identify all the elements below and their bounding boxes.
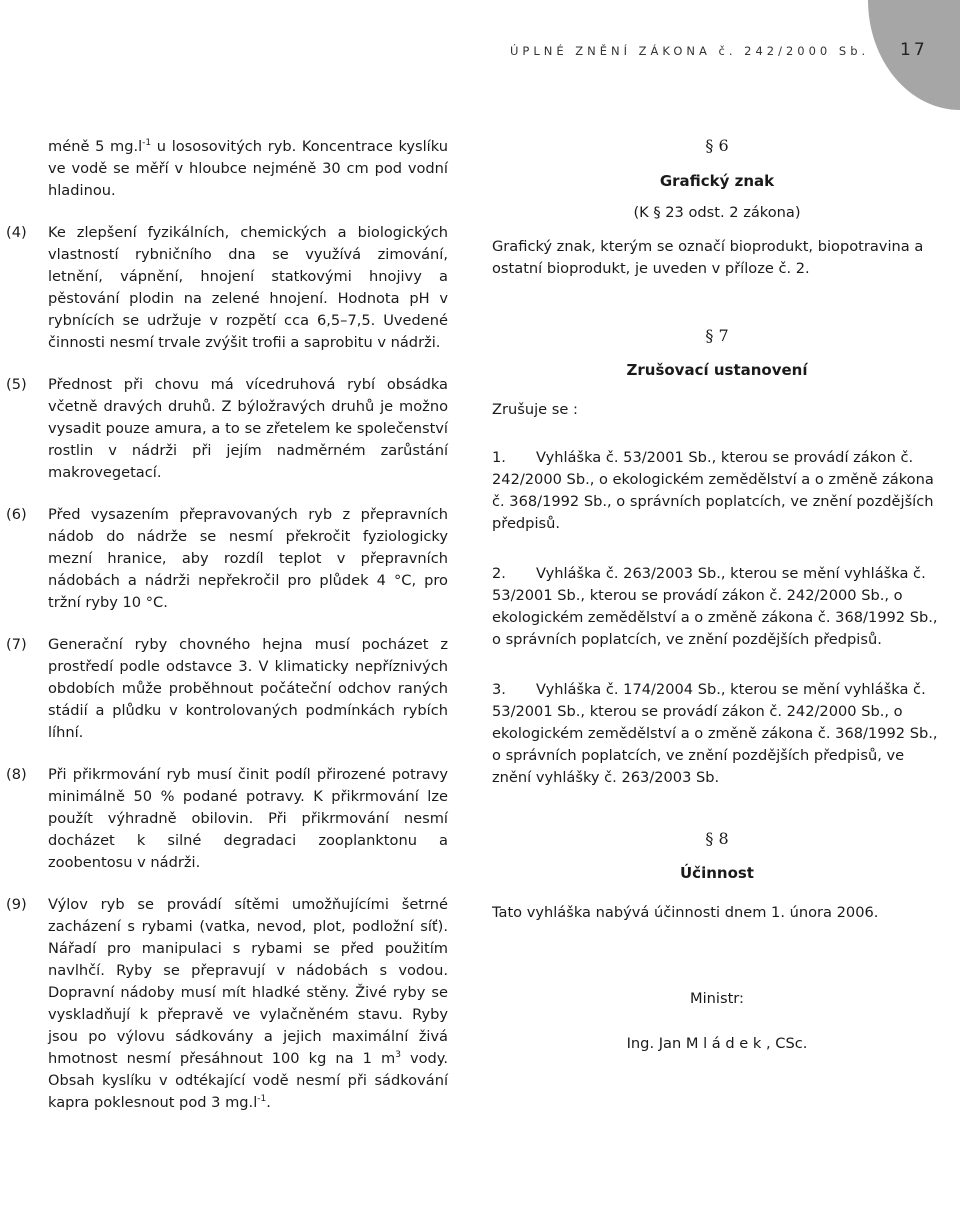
paragraph-5 bbox=[0, 374, 465, 484]
section-title: Účinnost bbox=[680, 864, 754, 882]
section-sign: § 8 bbox=[705, 829, 729, 848]
minister-name: Ing. Jan M l á d e k , CSc. bbox=[626, 1035, 808, 1052]
intro-text-a: méně 5 mg.l bbox=[48, 138, 143, 155]
minister-label: Ministr: bbox=[690, 990, 744, 1007]
paragraph-number: (9) bbox=[6, 896, 27, 913]
section-7 bbox=[492, 326, 942, 789]
paragraph-text bbox=[48, 894, 448, 1114]
p9-text-b: vody. Obsah kyslíku v odtékající vodě nesmí při sádkování kapra poklesnout pod 3 mg.l bbox=[48, 1050, 448, 1111]
page-header bbox=[0, 0, 960, 110]
paragraph-8 bbox=[0, 764, 465, 874]
running-header-title: ÚPLNÉ ZNĚNÍ ZÁKONA č. 242/2000 Sb. bbox=[510, 44, 870, 58]
paragraph-number: (8) bbox=[6, 766, 27, 783]
intro-text-b: u lososovitých ryb. Koncentrace kyslíku ve vodě se měří v hloubce nejméně 30 cm pod vodní hladinou. bbox=[48, 138, 448, 199]
section-sign: § 6 bbox=[705, 136, 729, 155]
paragraph-text: Při přikrmování ryb musí činit podíl přirozené potravy minimálně 50 % podané potravy. K přikrmování lze použít výhradně obilovin. Při přikrmování nesmí docházet k silné degradaci zooplanktonu a zoobentosu v nádrži. bbox=[48, 766, 448, 871]
paragraph-number: (4) bbox=[6, 224, 27, 241]
paragraph-text: Generační ryby chovného hejna musí pocházet z prostředí podle odstavce 3. V klimaticky nepříznivých obdobích může proběhnout počáteční odchov raných stádií a plůdku v kontrolovaných podmínkách rybích líhní. bbox=[48, 636, 448, 741]
paragraph-text: Přednost při chovu má vícedruhová rybí obsádka včetně dravých druhů. Z býložravých druhů je možno vysadit pouze amura, a to se zřetelem ke společenství rostlin v nádrži při jejím nadměrném zarůstání makrovegetací. bbox=[48, 376, 448, 481]
section-title: Zrušovací ustanovení bbox=[626, 361, 808, 379]
item-label: 2. bbox=[492, 565, 506, 582]
p9-sup-minus-one: -1 bbox=[257, 1094, 267, 1105]
section-reference: (K § 23 odst. 2 zákona) bbox=[633, 204, 801, 221]
repeal-item-1 bbox=[492, 447, 942, 535]
paragraph-text: Ke zlepšení fyzikálních, chemických a biologických vlastností rybničního dna se využívá zimování, letnění, vápnění, hnojení statkovými hnojivy a pěstování plodin na zelené hnojení. Hodnota pH v rybnících se udržuje v rozpětí cca 6,5–7,5. Uvedené činnosti nesmí trvale zvýšit trofii a saprobitu v nádrži. bbox=[48, 224, 448, 351]
item-text: Vyhláška č. 263/2003 Sb., kterou se mění vyhláška č. 53/2001 Sb., kterou se provádí zákon č. 242/2000 Sb., o ekologickém zemědělství a o změně zákona č. 368/1992 Sb., o správních poplatcích, ve znění pozdějších předpisů. bbox=[492, 565, 938, 648]
paragraph-text: Před vysazením přepravovaných ryb z přepravních nádob do nádrže se nesmí překročit fyziologicky mezní hranice, aby rozdíl teplot v přepravních nádobách a nádrži nepřekročil pro plůdek 4 °C, pro tržní ryby 10 °C. bbox=[48, 506, 448, 611]
paragraph-number: (6) bbox=[6, 506, 27, 523]
p9-text-a: Výlov ryb se provádí sítěmi umožňujícími šetrné zacházení s rybami (vatka, nevod, plot, podložní síť). Nářadí pro manipulaci s rybami se před použitím navlhčí. Ryby se přepravují v nádobách s vodou. Dopravní nádoby musí mít hladké stěny. Živé ryby se vyskladňují k přepravě ve vylačněném stavu. Ryby jsou po výlovu sádkovány a jejich maximální živá hmotnost nesmí přesáhnout 100 kg na 1 m bbox=[48, 896, 448, 1067]
item-label: 1. bbox=[492, 449, 506, 466]
paragraph-7 bbox=[0, 634, 465, 744]
section-text: Tato vyhláška nabývá účinnosti dnem 1. února 2006. bbox=[492, 904, 879, 921]
repeal-item-3 bbox=[492, 679, 942, 789]
p9-sup-cubed: 3 bbox=[395, 1050, 401, 1061]
page-number: 17 bbox=[900, 40, 928, 60]
section-title: Grafický znak bbox=[659, 172, 775, 190]
section-8 bbox=[492, 829, 942, 924]
item-text: Vyhláška č. 174/2004 Sb., kterou se mění vyhláška č. 53/2001 Sb., kterou se provádí zákon č. 242/2000 Sb., o ekologickém zemědělství a o změně zákona č. 368/1992 Sb., o správních poplatcích, ve znění pozdějších předpisů, ve znění vyhlášky č. 263/2003 Sb. bbox=[492, 681, 938, 786]
item-label: 3. bbox=[492, 681, 506, 698]
p9-text-c: . bbox=[266, 1094, 271, 1111]
right-column bbox=[492, 136, 942, 1052]
section-sign: § 7 bbox=[705, 326, 729, 345]
intro-sup: -1 bbox=[142, 138, 152, 149]
section-6 bbox=[492, 136, 942, 280]
paragraph-6 bbox=[0, 504, 465, 614]
section-lead: Zrušuje se : bbox=[492, 401, 578, 418]
intro-paragraph bbox=[48, 136, 448, 202]
repeal-item-2 bbox=[492, 563, 942, 651]
left-column bbox=[0, 136, 465, 1114]
paragraph-9 bbox=[0, 894, 465, 1114]
paragraph-4 bbox=[0, 222, 465, 354]
paragraph-number: (7) bbox=[6, 636, 27, 653]
section-text: Grafický znak, kterým se označí bioprodukt, biopotravina a ostatní bioprodukt, je uveden v příloze č. 2. bbox=[492, 238, 924, 277]
paragraph-number: (5) bbox=[6, 376, 27, 393]
item-text: Vyhláška č. 53/2001 Sb., kterou se provádí zákon č. 242/2000 Sb., o ekologickém zemědělství a o změně zákona č. 368/1992 Sb., o správních poplatcích, ve znění pozdějších předpisů. bbox=[492, 449, 934, 532]
